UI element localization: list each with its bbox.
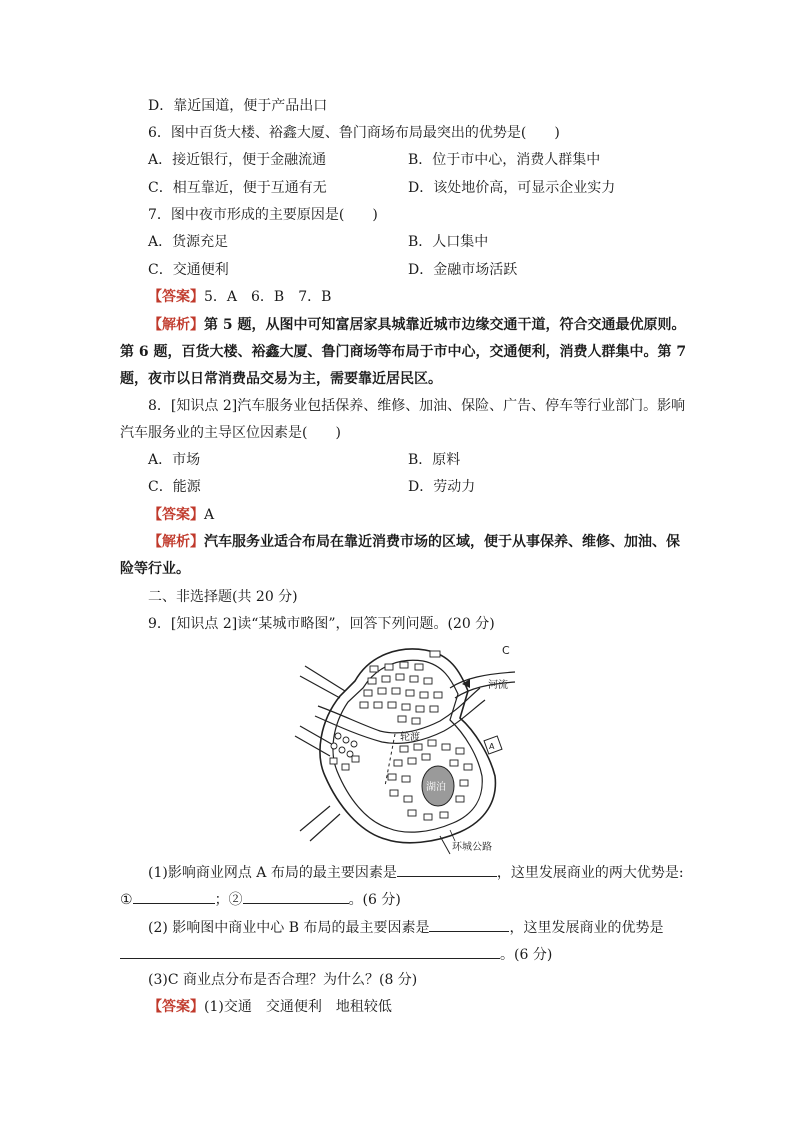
sub2-line-1: (2) 影响图中商业中心 B 布局的最主要因素是 ，这里发展商业的优势是 — [148, 917, 663, 937]
answer-tag: 【答案】 — [148, 507, 204, 523]
q8-option-a: A．市场 — [148, 452, 201, 468]
q7-option-c: C．交通便利 — [148, 262, 229, 278]
q7-option-a: A．货源充足 — [148, 234, 229, 250]
q8-stem-line-1: 8．[知识点 2]汽车服务业包括保养、维修、加油、保险、广告、停车等行业部门。影响 — [148, 398, 686, 414]
q8-option-d: D．劳动力 — [408, 479, 476, 495]
q5-option-d: D．靠近国道，便于产品出口 — [148, 98, 328, 114]
q9-stem: 9．[知识点 2]读“某城市略图”，回答下列问题。(20 分) — [148, 616, 495, 632]
q6-stem: 6．图中百货大楼、裕鑫大厦、鲁门商场布局最突出的优势是( ) — [148, 125, 560, 141]
answer-8 — [148, 506, 214, 524]
q6-option-d: D．该处地价高，可显示企业实力 — [408, 180, 616, 196]
map-label-lake: 湖泊 — [426, 782, 446, 793]
q6-option-b: B．位于市中心，消费人群集中 — [408, 152, 601, 168]
map-label-ferry: 轮渡 — [400, 732, 420, 743]
map-label-river: 河流 — [488, 680, 508, 691]
q6-option-c: C．相互靠近，便于互通有无 — [148, 180, 327, 196]
answer-5-7 — [148, 288, 331, 306]
map-label-ring-road: 环城公路 — [452, 842, 492, 853]
explanation-line-3: 题，夜市以日常消费品交易为主，需要靠近居民区。 — [120, 371, 442, 387]
q7-option-d: D．金融市场活跃 — [408, 262, 518, 278]
q8-stem-line-2: 汽车服务业的主导区位因素是( ) — [120, 425, 341, 441]
q8-option-c: C．能源 — [148, 479, 201, 495]
answer-blank[interactable] — [133, 889, 215, 904]
sub2-line-2: 。(6 分) — [120, 944, 552, 964]
sub1-line-1: (1)影响商业网点 A 布局的最主要因素是 ，这里发展商业的两大优势是: — [148, 862, 684, 882]
answer-blank[interactable] — [120, 944, 500, 959]
map-label-c: C — [502, 644, 510, 657]
answer-text: A — [204, 507, 215, 523]
sub1-line-2: ① ；② 。(6 分) — [120, 889, 401, 909]
answer-blank[interactable] — [397, 862, 497, 877]
explanation-line-1: 【解析】第 5 题，从图中可知富居家具城靠近城市边缘交通干道，符合交通最优原则。 — [148, 317, 686, 333]
q7-stem: 7．图中夜市形成的主要原因是( ) — [148, 207, 378, 223]
q8-option-b: B．原料 — [408, 452, 461, 468]
city-map-figure — [290, 636, 530, 856]
q6-option-a: A．接近银行，便于金融流通 — [148, 152, 327, 168]
answer-blank[interactable] — [243, 889, 349, 904]
answer-9 — [148, 998, 392, 1016]
answer-blank[interactable] — [429, 917, 509, 932]
answer-text: (1)交通 交通便利 地租较低 — [204, 999, 392, 1015]
answer-tag: 【答案】 — [148, 289, 204, 305]
q7-option-b: B．人口集中 — [408, 234, 489, 250]
answer-tag: 【答案】 — [148, 999, 204, 1015]
explanation-tag: 【解析】 — [148, 317, 204, 333]
section-heading: 二、非选择题(共 20 分) — [148, 589, 298, 605]
explanation-tag: 【解析】 — [148, 534, 204, 550]
answer-text: 5．A 6．B 7．B — [204, 289, 332, 305]
explanation-line-2: 第 6 题，百货大楼、裕鑫大厦、鲁门商场等布局于市中心，交通便利，消费人群集中。第 7 — [120, 344, 687, 360]
map-label-a: A — [489, 742, 495, 751]
explanation-8-line-1: 【解析】汽车服务业适合布局在靠近消费市场的区域，便于从事保养、维修、加油、保 — [148, 534, 680, 550]
explanation-8-line-2: 险等行业。 — [120, 561, 190, 577]
sub3-question: (3)C 商业点分布是否合理？为什么？(8 分) — [148, 972, 418, 988]
